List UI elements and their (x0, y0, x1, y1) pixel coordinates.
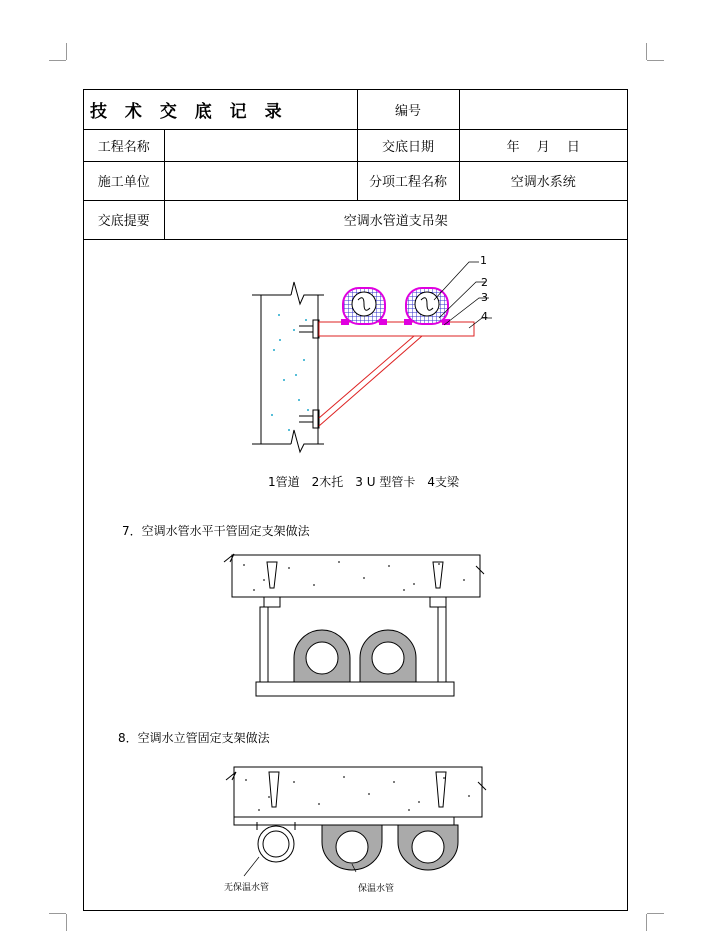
crop-mark (66, 914, 67, 931)
project-name-value (164, 129, 357, 161)
callout-3: 3 (481, 291, 488, 304)
concrete-slab (224, 554, 484, 597)
figure-horizontal-support (84, 540, 627, 705)
figure-bracket-support (84, 240, 627, 490)
crop-mark (66, 43, 67, 60)
crop-mark (646, 43, 647, 60)
support-beam (319, 322, 474, 426)
project-name-label: 工程名称 (84, 129, 164, 161)
callout-1: 1 (480, 254, 487, 267)
unit-value (164, 161, 357, 200)
number-label: 编号 (357, 90, 459, 129)
callout-4: 4 (481, 310, 488, 323)
insulated-pipes-vertical (322, 825, 458, 870)
insulated-pipes-horizontal (294, 630, 416, 682)
label-uninsulated-pipe: 无保温水管 (224, 883, 270, 893)
figure-vertical-support (84, 752, 627, 922)
number-value (459, 90, 627, 129)
section7-title: 7．空调水管水平干管固定支架做法 (122, 524, 310, 538)
crop-mark (647, 60, 664, 61)
crop-mark (646, 914, 647, 931)
summary-value: 空调水管道支吊架 (164, 200, 627, 239)
subproject-label: 分项工程名称 (357, 161, 459, 200)
anchor-bolts (299, 320, 319, 428)
document-title: 技 术 交 底 记 录 (84, 90, 357, 129)
crop-mark (49, 60, 66, 61)
callout-2: 2 (481, 276, 488, 289)
date-value: 年 月 日 (459, 129, 627, 161)
label-insulated-pipe: 保温水管 (358, 884, 395, 894)
concrete-slab-2 (226, 767, 486, 817)
crop-mark (49, 913, 66, 914)
pipe-2 (404, 288, 450, 325)
section8-title: 8．空调水立管固定支架做法 (118, 731, 270, 745)
header-table (84, 90, 627, 240)
pipe-1 (341, 288, 387, 325)
uninsulated-pipe (257, 822, 295, 862)
figure1-legend: 1管道 2木托 3 U 型管卡 4支梁 (268, 475, 459, 489)
summary-label: 交底提要 (84, 200, 164, 239)
date-label: 交底日期 (357, 129, 459, 161)
crop-mark (647, 913, 664, 914)
unit-label: 施工单位 (84, 161, 164, 200)
document-sheet (83, 89, 628, 911)
drawing-area (84, 240, 627, 910)
subproject-value: 空调水系统 (459, 161, 627, 200)
